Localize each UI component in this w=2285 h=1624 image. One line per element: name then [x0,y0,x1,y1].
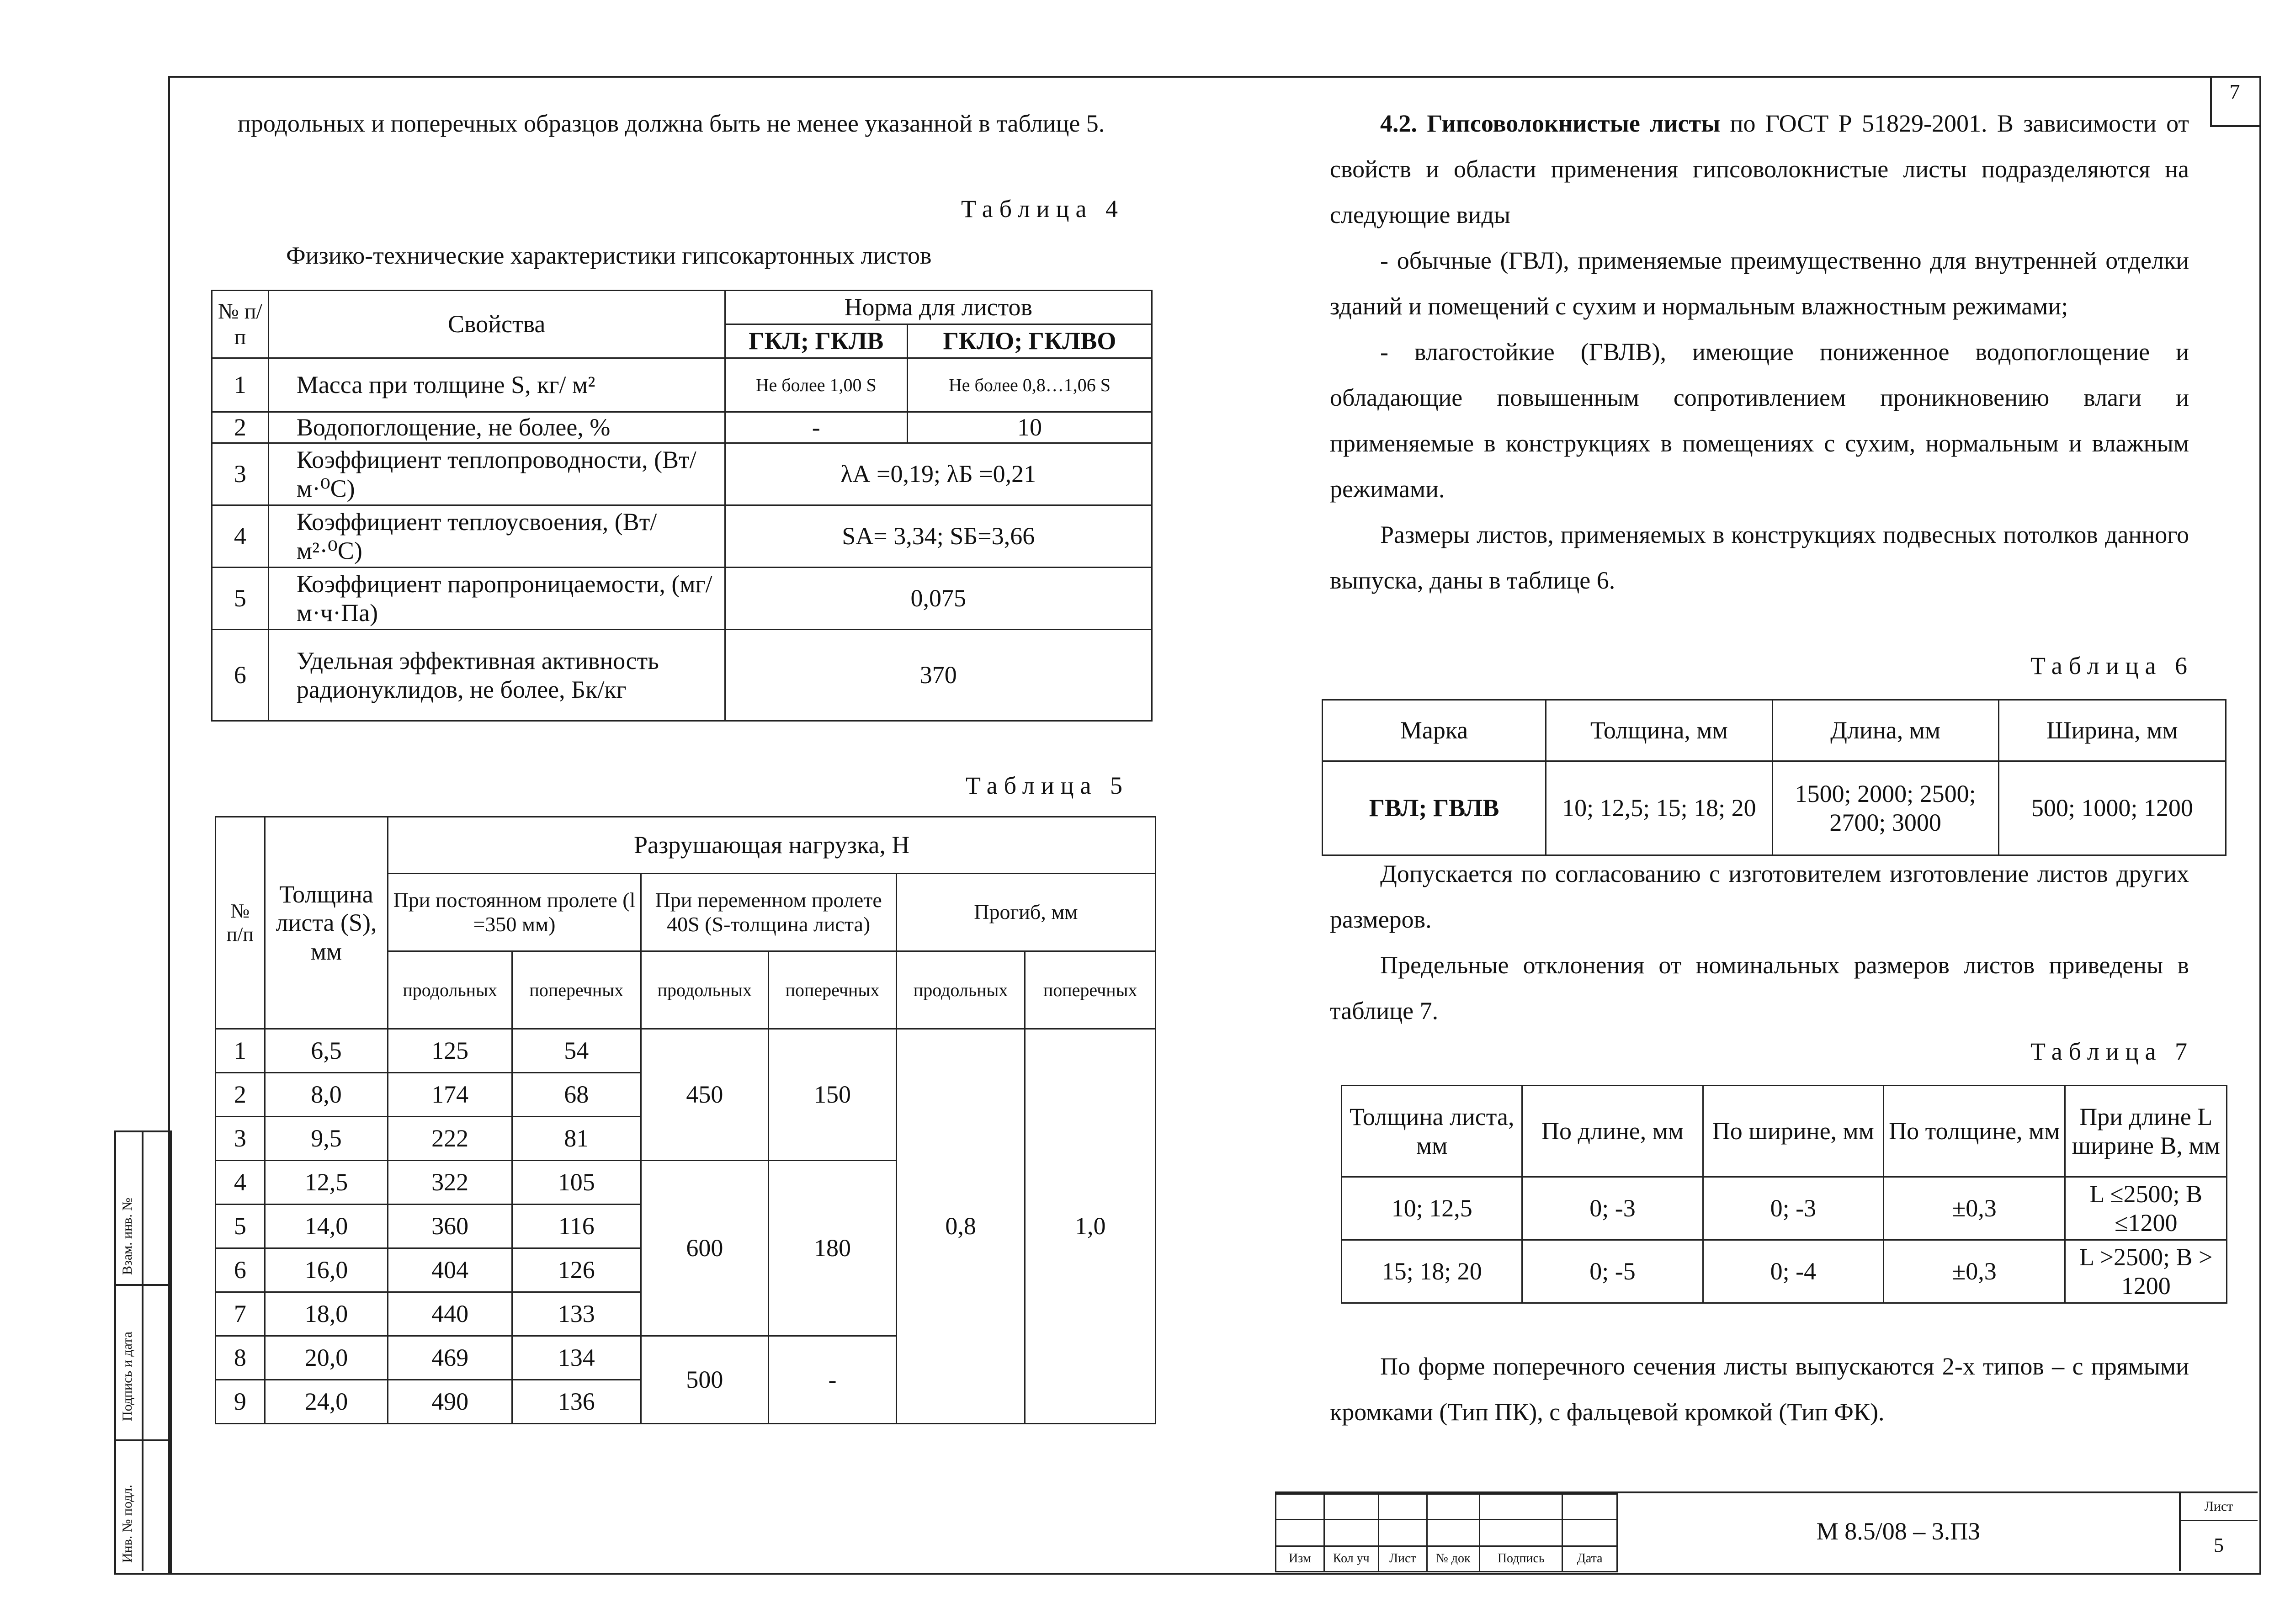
t4-row-prop: Коэффициент теплопроводности, (Вт/м·⁰С) [268,443,725,505]
t4-row-num: 2 [212,412,269,443]
t5-row-long: 490 [388,1380,512,1424]
t5-row-thick: 12,5 [265,1161,388,1205]
t5-head-long: продольных [388,951,512,1029]
t5-row-thick: 8,0 [265,1073,388,1117]
title-block-grid [1275,1493,1618,1572]
t5-row-long: 469 [388,1336,512,1380]
document-code: М 8.5/08 – 3.ПЗ [1816,1518,1981,1545]
t4-head-col2: ГКЛО; ГКЛВО [907,324,1152,358]
table4-title: Физико-технические характеристики гипсокартонных листов [286,242,932,269]
t5-row-long: 125 [388,1029,512,1073]
t5-row-long: 440 [388,1292,512,1336]
table7 [1341,1085,2227,1304]
right-text-block-2 [1330,851,2189,1034]
t4-row-prop: Коэффициент паропроницаемости, (мг/м·ч·Па) [268,568,725,630]
t5-row-trans: 68 [512,1073,641,1117]
sheet-label: Лист [2204,1499,2233,1514]
t4-head-num: № п/п [212,291,269,358]
title-block-sheet-line [2179,1520,2258,1521]
t7-cell: 0; -3 [1522,1177,1703,1240]
t4-row-prop: Масса при толщине S, кг/ м² [268,358,725,412]
t5-head-num: № п/п [216,817,265,1029]
t4-row-num: 4 [212,505,269,568]
t5-var-long: 600 [641,1161,769,1336]
paragraph-other-sizes: Допускается по согласованию с изготовителем изготовление листов других размеров. [1330,860,2189,933]
t5-var-trans: 180 [769,1161,897,1336]
stamp-col: Подпись [1480,1546,1562,1572]
t5-row-long: 222 [388,1117,512,1161]
t5-row-trans: 54 [512,1029,641,1073]
t4-row-value: SА= 3,34; SБ=3,66 [725,505,1152,568]
paragraph-4-2 [1330,101,2189,238]
t5-row-long: 322 [388,1161,512,1205]
table5-caption: Таблица 5 [966,772,1129,799]
t5-row-trans: 134 [512,1336,641,1380]
t5-row-long: 404 [388,1248,512,1292]
t7-head: По толщине, мм [1884,1086,2065,1177]
t6-length: 1500; 2000; 2500; 2700; 3000 [1772,761,1998,855]
t5-row-num: 6 [216,1248,265,1292]
t4-row-prop: Водопоглощение, не более, % [268,412,725,443]
t5-row-num: 5 [216,1205,265,1248]
t5-head-long: продольных [641,951,769,1029]
t5-var-long: 450 [641,1029,769,1161]
t7-head: При длине L ширине В, мм [2065,1086,2227,1177]
paragraph-edges: По форме поперечного сечения листы выпускаются 2-х типов – с прямыми кромками (Тип ПК), с фальцевой кромкой (Тип ФК). [1330,1353,2189,1426]
right-text-block-1 [1330,101,2189,603]
t5-row-long: 360 [388,1205,512,1248]
t5-head-defl: Прогиб, мм [896,874,1155,951]
right-text-block-3 [1330,1343,2189,1435]
t4-row-value: 370 [725,630,1152,721]
t4-row-value: λА =0,19; λБ =0,21 [725,443,1152,505]
side-label-inventory: Инв. № подл. [120,1485,135,1563]
section-text: по ГОСТ Р 51829-2001. В зависимости от свойств и области применения гипсоволокнистые листы подразделяются на следующие виды [1330,110,2189,228]
t7-cell: 15; 18; 20 [1342,1240,1522,1303]
t5-head-thick: Толщина листа (S), мм [265,817,388,1029]
t5-row-num: 9 [216,1380,265,1424]
t5-var-trans: 150 [769,1029,897,1161]
t7-cell: 10; 12,5 [1342,1177,1522,1240]
t6-head-thickness: Толщина, мм [1546,700,1772,761]
t5-row-num: 1 [216,1029,265,1073]
stamp-col: Кол уч [1324,1546,1378,1572]
t6-thickness: 10; 12,5; 15; 18; 20 [1546,761,1772,855]
t5-var-long: 500 [641,1336,769,1424]
stamp-col: Дата [1562,1546,1617,1572]
t5-row-thick: 14,0 [265,1205,388,1248]
table6 [1322,699,2227,856]
stamp-col: Изм [1276,1546,1324,1572]
side-strip-column [142,1130,143,1571]
t7-cell: ±0,3 [1884,1240,2065,1303]
t6-width: 500; 1000; 1200 [1998,761,2226,855]
t4-head-norm: Норма для листов [725,291,1152,324]
t5-row-num: 8 [216,1336,265,1380]
side-label-sign: Подпись и дата [120,1332,135,1421]
t6-head-mark: Марка [1323,700,1546,761]
t5-row-trans: 136 [512,1380,641,1424]
t5-head-trans: поперечных [512,951,641,1029]
t7-cell: ±0,3 [1884,1177,2065,1240]
t5-row-num: 7 [216,1292,265,1336]
t4-row-v2: 10 [907,412,1152,443]
sheet-number: 5 [2214,1534,2224,1556]
t5-head-trans: поперечных [769,951,897,1029]
t5-defl-trans: 1,0 [1025,1029,1156,1424]
t5-defl-long: 0,8 [896,1029,1025,1424]
paragraph-gvlv: - влагостойкие (ГВЛВ), имеющие пониженное водопоглощение и обладающие повышенным сопротивлением проникновению влаги и применяемые в конструкциях в помещениях с сухим, нормальным и влажным режимами. [1330,338,2189,503]
t4-row-prop: Удельная эффективная активность радионуклидов, не более, Бк/кг [268,630,725,721]
t5-row-thick: 9,5 [265,1117,388,1161]
t7-head: По длине, мм [1522,1086,1703,1177]
table7-caption: Таблица 7 [2030,1038,2194,1065]
table4-caption: Таблица 4 [961,195,1124,223]
left-intro: продольных и поперечных образцов должна быть не менее указанной в таблице 5. [238,110,1105,137]
t5-head-const: При постоянном пролете (l =350 мм) [388,874,641,951]
t4-row-num: 6 [212,630,269,721]
stamp-col: № док [1427,1546,1479,1572]
t5-row-trans: 133 [512,1292,641,1336]
t5-head-var: При переменном пролете 40S (S-толщина листа) [641,874,896,951]
t5-row-num: 3 [216,1117,265,1161]
t4-head-col1: ГКЛ; ГКЛВ [725,324,907,358]
t4-row-value: 0,075 [725,568,1152,630]
t4-row-num: 3 [212,443,269,505]
t5-row-thick: 18,0 [265,1292,388,1336]
table6-caption: Таблица 6 [2030,652,2194,679]
title-block-top-line [1275,1491,2258,1493]
paragraph-gvl: - обычные (ГВЛ), применяемые преимущественно для внутренней отделки зданий и помещений с сухим и нормальным влажностным режимами; [1330,247,2189,320]
t7-head: Толщина листа, мм [1342,1086,1522,1177]
t5-var-trans: - [769,1336,897,1424]
t5-head-long: продольных [896,951,1025,1029]
t7-cell: 0; -5 [1522,1240,1703,1303]
section-number: 4.2. [1380,110,1417,137]
t6-head-width: Ширина, мм [1998,700,2226,761]
t7-cell: 0; -4 [1703,1240,1883,1303]
t7-head: По ширине, мм [1703,1086,1883,1177]
t5-row-trans: 81 [512,1117,641,1161]
t6-head-length: Длина, мм [1772,700,1998,761]
t5-row-trans: 105 [512,1161,641,1205]
t4-row-prop: Коэффициент теплоусвоения, (Вт/м²·⁰С) [268,505,725,568]
t5-row-long: 174 [388,1073,512,1117]
t5-head-load: Разрушающая нагрузка, Н [388,817,1156,874]
t5-row-trans: 116 [512,1205,641,1248]
t7-cell: L >2500; В > 1200 [2065,1240,2227,1303]
section-term: Гипсоволокнистые листы [1427,110,1721,137]
t5-row-thick: 6,5 [265,1029,388,1073]
t7-cell: L ≤2500; В ≤1200 [2065,1177,2227,1240]
paragraph-deviations: Предельные отклонения от номинальных размеров листов приведены в таблице 7. [1330,951,2189,1024]
t4-row-v1: - [725,412,907,443]
t5-row-thick: 24,0 [265,1380,388,1424]
t7-cell: 0; -3 [1703,1177,1883,1240]
table4 [211,290,1153,722]
stamp-col: Лист [1378,1546,1427,1572]
t5-row-thick: 16,0 [265,1248,388,1292]
t4-row-num: 5 [212,568,269,630]
paragraph-sizes: Размеры листов, применяемых в конструкциях подвесных потолков данного выпуска, даны в таблице 6. [1330,521,2189,594]
t5-row-trans: 126 [512,1248,641,1292]
t5-row-num: 2 [216,1073,265,1117]
side-label-replace: Взам. инв. № [120,1197,135,1275]
page-number: 7 [2229,80,2240,103]
table5 [215,816,1156,1424]
t4-row-num: 1 [212,358,269,412]
t6-mark: ГВЛ; ГВЛВ [1323,761,1546,855]
t4-row-v1: Не более 1,00 S [725,358,907,412]
t5-row-num: 4 [216,1161,265,1205]
t5-row-thick: 20,0 [265,1336,388,1380]
t4-row-v2: Не более 0,8…1,06 S [907,358,1152,412]
t5-head-trans: поперечных [1025,951,1156,1029]
t4-head-prop: Свойства [268,291,725,358]
